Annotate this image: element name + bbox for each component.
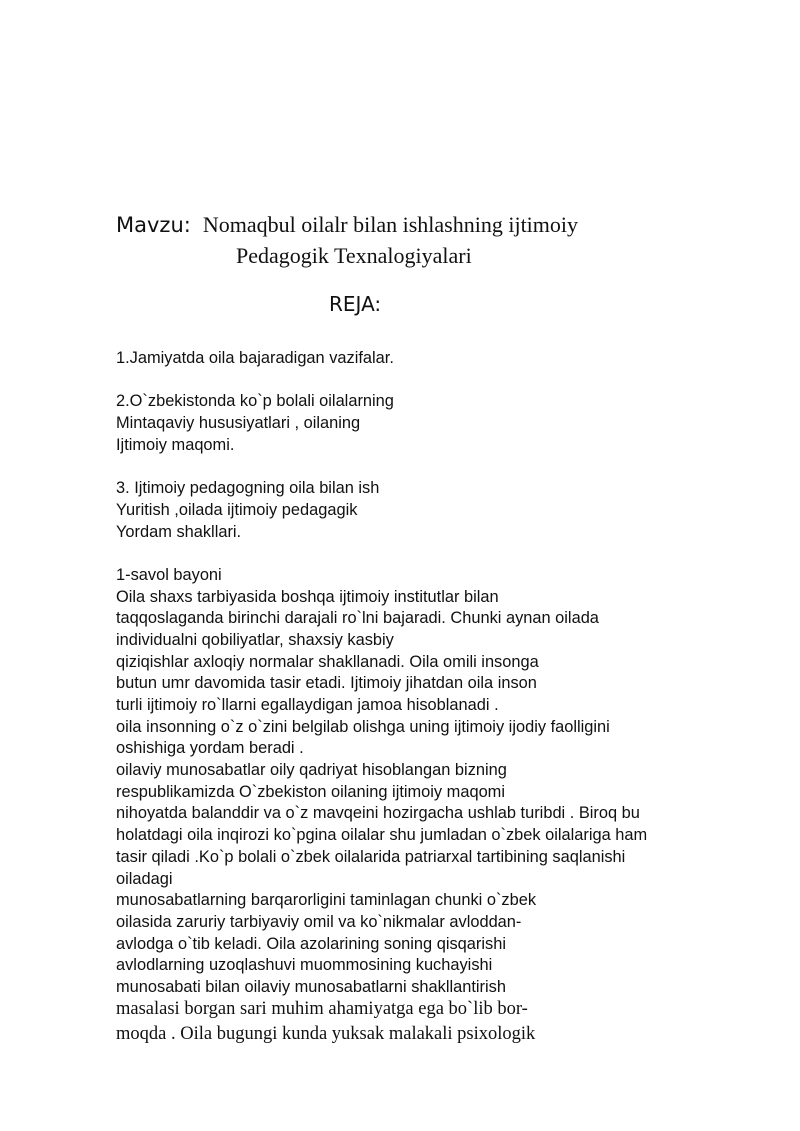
paragraph-line: tasir qiladi .Ko`p bolali o`zbek oilalarida patriarxal tartibining saqlanishi [116, 847, 626, 866]
plan-item-3-line: Yuritish ,oilada ijtimoiy pedagagik [116, 500, 358, 519]
paragraph-line: moqda . Oila bugungi kunda yuksak malakali psixologik [116, 1024, 536, 1044]
paragraph-line: avlodlarning uzoqlashuvi muommosining kuchayishi [116, 956, 493, 975]
paragraph-line: taqqoslaganda birinchi darajali ro`lni bajaradi. Chunki aynan oilada [116, 609, 599, 628]
serif-paragraph [116, 997, 535, 1047]
paragraph-line: qiziqishlar axloqiy normalar shakllanadi. Oila omili insonga [116, 652, 539, 671]
plan-item-3-line: 3. Ijtimoiy pedagogning oila bilan ish [116, 479, 380, 498]
paragraph-line: Oila shaxs tarbiyasida boshqa ijtimoiy institutlar bilan [116, 587, 499, 606]
document-body [116, 348, 776, 999]
plan-item-2-line: 2.O`zbekistonda ko`p bolali oilalarning [116, 392, 394, 411]
paragraph-line: oila insonning o`z o`zini belgilab olishga uning ijtimoiy ijodiy faolligini [116, 717, 610, 736]
paragraph-line: individualni qobiliyatlar, shaxsiy kasbiy [116, 630, 394, 649]
paragraph-line: nihoyatda balanddir va o`z mavqeini hozirgacha ushlab turibdi . Biroq bu [116, 804, 640, 823]
plan-item-2-line: Mintaqaviy hususiyatlari , oilaning [116, 414, 361, 433]
document-title [116, 211, 578, 242]
paragraph-line: butun umr davomida tasir etadi. Ijtimoiy jihatdan oila inson [116, 674, 537, 693]
plan-heading: REJA: [329, 292, 382, 316]
paragraph-line: oiladagi [116, 869, 173, 888]
paragraph-line: oshishiga yordam beradi . [116, 739, 304, 758]
section-heading: 1-savol bayoni [116, 565, 222, 584]
topic-label: Mavzu: [116, 213, 191, 237]
paragraph-line: oilaviy munosabatlar oily qadriyat hisoblangan bizning [116, 761, 507, 780]
plan-item-1: 1.Jamiyatda oila bajaradigan vazifalar. [116, 349, 394, 367]
topic-title-line-2: Pedagogik Texnalogiyalari [236, 243, 472, 268]
topic-title-line-1: Nomaqbul oilalr bilan ishlashning ijtimoiy [202, 212, 579, 237]
paragraph-line: masalasi borgan sari muhim ahamiyatga ega bo`lib bor- [116, 999, 528, 1019]
paragraph-line: respublikamizda O`zbekiston oilaning ijtimoiy maqomi [116, 782, 505, 801]
plan-item-3-line: Yordam shakllari. [116, 522, 242, 541]
paragraph-line: munosabatlarning barqarorligini taminlagan chunki o`zbek [116, 891, 537, 910]
paragraph-line: oilasida zaruriy tarbiyaviy omil va ko`nikmalar avloddan- [116, 912, 522, 931]
paragraph-line: avlodga o`tib keladi. Oila azolarining soning qisqarishi [116, 934, 506, 953]
paragraph-line: turli ijtimoiy ro`llarni egallaydigan jamoa hisoblanadi . [116, 696, 499, 714]
paragraph-line: holatdagi oila inqirozi ko`pgina oilalar shu jumladan o`zbek oilalariga ham [116, 826, 648, 845]
plan-item-2-line: Ijtimoiy maqomi. [116, 435, 235, 454]
paragraph-line: munosabati bilan oilaviy munosabatlarni shakllantirish [116, 977, 506, 996]
